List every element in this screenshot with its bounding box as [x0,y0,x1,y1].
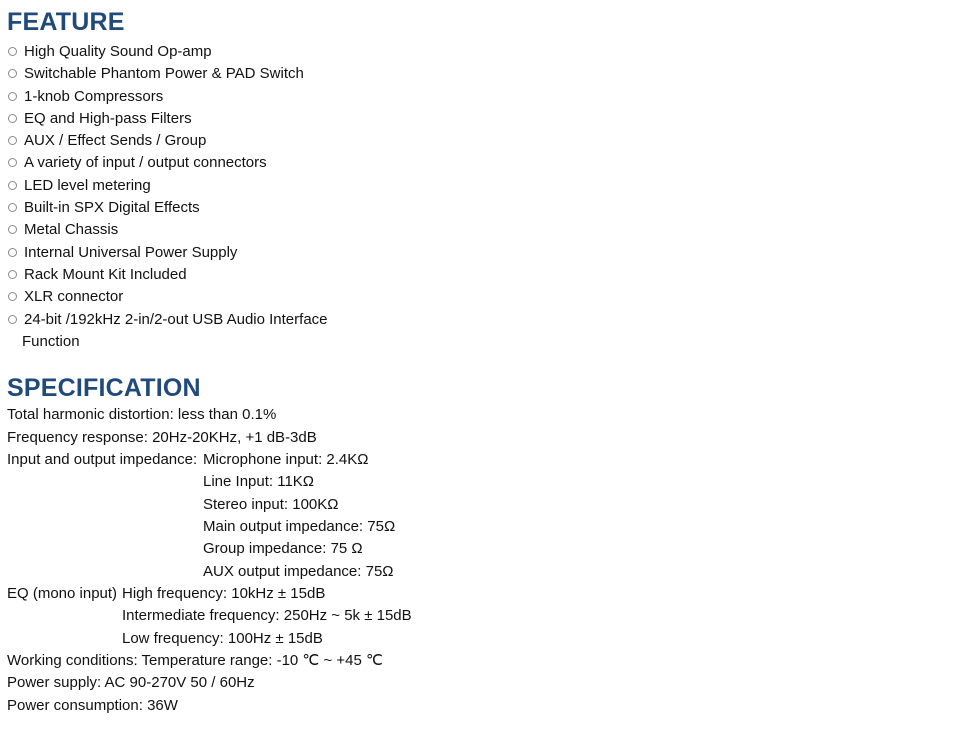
feature-item-text: 24-bit /192kHz 2-in/2-out USB Audio Interface [24,310,328,328]
spec-impedance-label: Input and output impedance: [7,451,198,468]
spec-eq-value: High frequency: 10kHz ± 15dB [122,585,326,602]
spec-power-supply: Power supply: AC 90-270V 50 / 60Hz [7,674,255,691]
feature-item [8,130,328,152]
feature-item-text: Metal Chassis [24,221,119,239]
feature-item-text: XLR connector [24,288,124,306]
feature-item-text: AUX / Effect Sends / Group [24,132,207,150]
feature-item-text-continued: Function [22,332,80,350]
circle-bullet-icon [8,114,17,123]
circle-bullet-icon [8,315,17,324]
feature-item [8,41,328,63]
feature-item [8,219,328,241]
feature-item-text: Internal Universal Power Supply [24,243,238,261]
feature-item-text: 1-knob Compressors [24,87,164,105]
circle-bullet-icon [8,181,17,190]
spec-working-conditions: Working conditions: Temperature range: -10 ℃ ~ +45 ℃ [7,652,383,669]
spec-impedance-value: Stereo input: 100KΩ [203,496,339,513]
spec-impedance-value: Line Input: 11KΩ [203,473,315,490]
spec-frequency-response: Frequency response: 20Hz-20KHz, +1 dB-3dB [7,429,317,446]
feature-heading: FEATURE [7,8,125,36]
circle-bullet-icon [8,248,17,257]
specification-heading: SPECIFICATION [7,374,201,402]
circle-bullet-icon [8,69,17,78]
spec-impedance-value: Group impedance: 75 Ω [203,540,363,557]
feature-item [8,264,328,286]
circle-bullet-icon [8,225,17,234]
circle-bullet-icon [8,270,17,279]
feature-item [8,197,328,219]
feature-item [8,86,328,108]
spec-thd: Total harmonic distortion: less than 0.1% [7,406,277,423]
spec-impedance-value: Main output impedance: 75Ω [203,518,396,535]
feature-item-text: High Quality Sound Op-amp [24,43,212,60]
spec-eq-value: Low frequency: 100Hz ± 15dB [122,630,323,647]
spec-eq-value: Intermediate frequency: 250Hz ~ 5k ± 15dB [122,607,412,624]
feature-item [8,242,328,264]
feature-item-text: Rack Mount Kit Included [24,265,187,283]
spec-power-consumption: Power consumption: 36W [7,697,178,714]
feature-item-text: Built-in SPX Digital Effects [24,199,200,217]
circle-bullet-icon [8,47,17,56]
circle-bullet-icon [8,203,17,212]
feature-item-text: A variety of input / output connectors [24,154,267,172]
feature-item [8,286,328,308]
feature-item [8,108,328,130]
feature-list [8,41,328,353]
feature-item-text: EQ and High-pass Filters [24,109,192,127]
feature-item-text: Switchable Phantom Power & PAD Switch [24,65,304,83]
circle-bullet-icon [8,92,17,101]
circle-bullet-icon [8,136,17,145]
spec-impedance-value: AUX output impedance: 75Ω [203,563,394,580]
feature-item-text: LED level metering [24,176,151,194]
spec-impedance-value: Microphone input: 2.4KΩ [203,451,369,468]
feature-item [8,309,328,354]
circle-bullet-icon [8,158,17,167]
feature-item [8,175,328,197]
spec-eq-label: EQ (mono input) [7,585,118,602]
feature-item [8,152,328,174]
circle-bullet-icon [8,292,17,301]
feature-item [8,63,328,85]
